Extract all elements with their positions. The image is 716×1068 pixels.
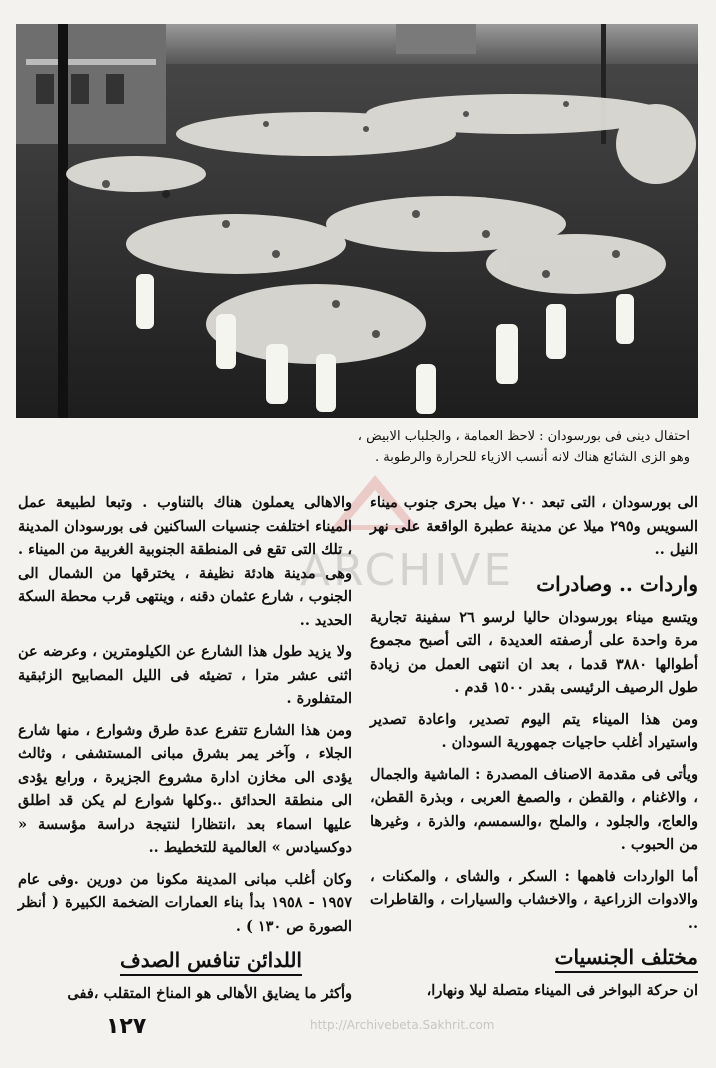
paragraph-residents: والاهالى يعملون هناك بالتناوب . وتبعا لطبيعة عمل الميناء اختلفت جنسيات الساكنين فى بورسودان المدينة ، تلك التى تقع فى المنطقة الجنوبية الغربية من الميناء . وهى مدينة هادئة نظيفة ، يخترقها من الشمال الى الجنوب ، شارع عثمان دقنه ، وينتهى قرب محطة السكة الحديد .. bbox=[18, 494, 352, 629]
heading-nationalities-text: مختلف الجنسيات bbox=[555, 945, 698, 973]
heading-imports-exports: واردات .. وصادرات bbox=[536, 571, 698, 596]
left-column bbox=[18, 491, 352, 1014]
right-column bbox=[370, 491, 698, 1011]
paragraph-climate: وأكثر ما يضايق الأهالى هو المناخ المتقلب ،ففى bbox=[67, 985, 352, 1002]
heading-plastics bbox=[18, 946, 302, 974]
paragraph-port-capacity: ويتسع ميناء بورسودان حاليا لرسو ٢٦ سفينة تجارية مرة واحدة على أرصفته العديدة ، التى أصبح مجموع أطوالها ٣٨٨٠ قدما ، بعد ان انتهى العمل من زيادة طول الرصيف الرئيسى بقدر ١٥٠٠ قدم . bbox=[370, 608, 699, 696]
paragraph-imports: أما الواردات فاهمها : السكر ، والشاى ، والمكنات ، والادوات الزراعية ، والاخشاب والسيارات ، والقاطرات .. bbox=[370, 867, 698, 932]
paragraph-trade: ومن هذا الميناء يتم اليوم تصدير، واعادة تصدير واستيراد أغلب حاجيات جمهورية السودان . bbox=[370, 710, 698, 751]
paragraph-buildings: وكان أغلب مبانى المدينة مكونا من دورين .وفى عام ١٩٥٧ - ١٩٥٨ بدأ بناء العمارات الضخمة الكبيرة ( أنظر الصورة ص ١٣٠ ) . bbox=[18, 870, 352, 935]
caption-line-1: احتفال دينى فى بورسودان : لاحظ العمامة ، والجلباب الابيض ، bbox=[357, 429, 690, 444]
crowd-procession-photo bbox=[16, 24, 698, 418]
archive-watermark-text: ARCHIVE bbox=[300, 545, 515, 596]
intro-paragraph: الى بورسودان ، التى تبعد ٧٠٠ ميل بحرى جنوب ميناء السويس و٢٩٥ ميلا عن مدينة عطبرة الواقعة على نهر النيل .. bbox=[370, 494, 699, 558]
paragraph-roads: ومن هذا الشارع تتفرع عدة طرق وشوارع ، منها شارع الجلاء ، وآخر يمر بشرق مبانى المستشفى ، وثالث يؤدى الى مخازن ادارة مشروع الجزيرة ، ورابع يؤدى الى منطقة الحدائق ..وكلها شوارع لم يكن قد اطلق عليها اسماء بعد ،انتظارا لنتيجة دراسة مؤسسة « دوكسيادس » العالمية للتخطيط .. bbox=[18, 721, 352, 856]
paragraph-ship-traffic: ان حركة البواخر فى الميناء متصلة ليلا ونهارا، bbox=[426, 982, 698, 999]
paragraph-street: ولا يزيد طول هذا الشارع عن الكيلومترين ، وعرضه عن اثنى عشر مترا ، تضيئه فى الليل المصابيح الزئبقية المتفلورة . bbox=[18, 643, 352, 707]
paragraph-exports: ويأتى فى مقدمة الاصناف المصدرة : الماشية والجمال ، والاغنام ، والقطن ، والصمغ العربى ، وبذرة القطن، والعاج، والجلود ، والملح ،والسمسم، والذرة ، وغيرها من الحبوب . bbox=[370, 765, 698, 853]
heading-plastics-text: اللدائن تنافس الصدف bbox=[120, 948, 302, 976]
archive-watermark-url: http://Archivebeta.Sakhrit.com bbox=[310, 1018, 495, 1032]
heading-nationalities bbox=[370, 943, 698, 971]
caption-line-2: وهو الزى الشائع هناك لانه أنسب الازياء للحرارة والرطوبة . bbox=[374, 450, 690, 465]
photo-caption bbox=[150, 426, 690, 468]
page-number: ١٢٧ bbox=[106, 1014, 147, 1039]
